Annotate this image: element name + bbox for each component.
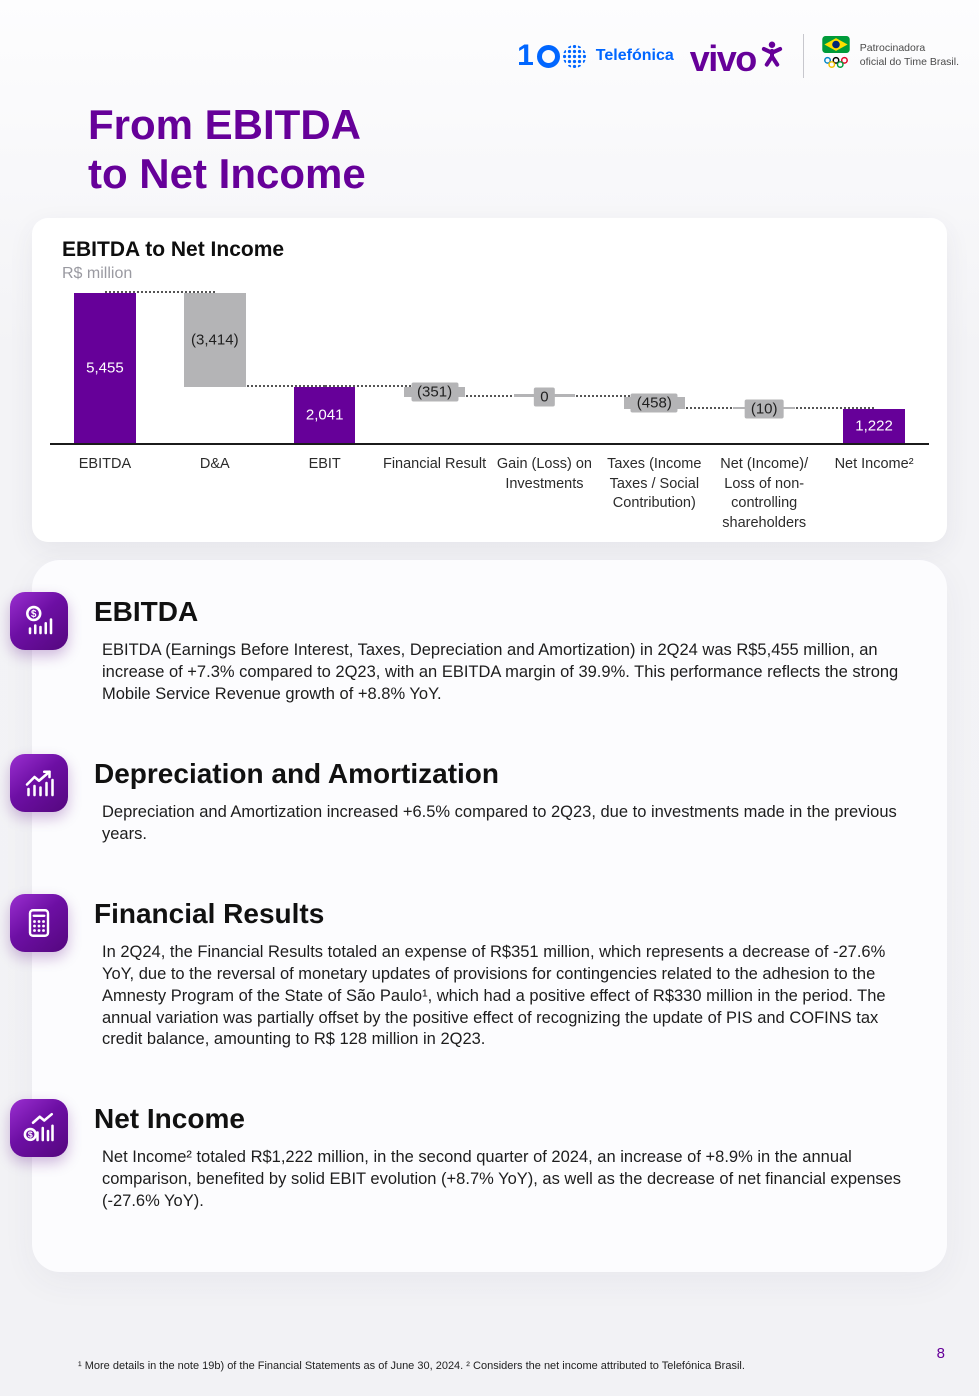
section-title: EBITDA: [94, 596, 199, 627]
waterfall-category-label: EBITDA: [78, 456, 132, 472]
telefonica-wordmark: Telefónica: [595, 47, 674, 64]
growth-chart-icon: [10, 754, 68, 812]
waterfall-bar-value: 2,041: [305, 406, 344, 424]
waterfall-bar-value: 5,455: [86, 359, 124, 377]
sections-panel: [27, 560, 947, 1272]
waterfall-category-label: Financial Result: [382, 456, 487, 472]
telefonica-zero-dots-icon: [563, 45, 586, 68]
waterfall-chart: [50, 293, 929, 533]
section-body: Depreciation and Amortization increased +6.5% compared to 2Q23, due to investments made in the previous years.: [102, 802, 897, 843]
vivo-wordmark: vivo: [689, 37, 756, 79]
sponsor-line2: oficial do Time Brasil.: [859, 56, 959, 68]
header-logos: [517, 34, 959, 78]
telefonica-100-logo: [517, 41, 674, 71]
section-depreciation-amortization: [94, 757, 903, 846]
telefonica-100-digit: 1: [517, 39, 534, 72]
section-body: Net Income² totaled R$1,222 million, in the second quarter of 2024, an increase of +8.9% in the annual comparison, benefited by solid EBIT evolution (+8.7% YoY), as well as the decrease of net financial expenses (-27.6% YoY).: [102, 1148, 902, 1211]
waterfall-plot-area: [50, 293, 929, 445]
svg-text:$: $: [27, 1129, 33, 1140]
waterfall-category-label: Gain (Loss) on Investments: [496, 456, 592, 492]
waterfall-bar-value: (3,414): [185, 330, 245, 349]
waterfall-bar-value: (458): [631, 393, 678, 412]
vivo-person-icon: [757, 38, 787, 75]
section-title: Net Income: [94, 1103, 245, 1135]
footnotes: [78, 1360, 745, 1372]
page-title-line1: From EBITDA: [88, 101, 361, 148]
waterfall-bar-value: (10): [745, 400, 784, 419]
waterfall-bar-value: (351): [411, 382, 458, 401]
section-title: Depreciation and Amortization: [94, 757, 500, 789]
section-financial-results: [94, 897, 903, 1052]
vivo-logo: [689, 37, 787, 79]
logo-divider: [803, 34, 804, 78]
time-brasil-logo: [820, 35, 959, 78]
sponsor-text: [860, 42, 959, 69]
footnote-2: ² Considers the net income attributed to Telefónica Brasil.: [466, 1360, 745, 1372]
waterfall-bar-value: 1,222: [855, 417, 893, 435]
section-body: In 2Q24, the Financial Results totaled an expense of R$351 million, which represents a decrease of -27.6% YoY, due to the reversal of monetary updates of provisions for contingencies related to the adhesion to the Amnesty Program of the State of São Paulo¹, which had a positive effect of R$330 million in the period. The annual variation was partially offset by the positive effect of recognizing the update of PIS and COFINS tax credit balance, amounting to R$ 128 million in 2Q23.: [102, 942, 886, 1049]
waterfall-category-label: EBIT: [308, 456, 341, 472]
svg-text:$: $: [31, 609, 37, 621]
waterfall-category-label: D&A: [199, 456, 230, 472]
chart-card: [32, 218, 947, 542]
waterfall-bar-value: 0: [534, 387, 554, 406]
telefonica-zero-outline-icon: [537, 45, 560, 68]
page-title-line2: to Net Income: [88, 150, 366, 198]
income-coin-chart-icon: [10, 1099, 68, 1157]
section-ebitda: [31, 596, 903, 706]
chart-unit-label: R$ million: [62, 265, 133, 282]
page-title: [88, 100, 366, 198]
waterfall-category-axis: [50, 445, 929, 533]
ebitda-dollar-chart-icon: [10, 592, 68, 650]
waterfall-category-label: Taxes (Income Taxes / Social Contribution): [607, 456, 702, 512]
waterfall-category-label: Net Income²: [834, 456, 914, 472]
footnote-1: ¹ More details in the note 19b) of the Financial Statements as of June 30, 2024.: [78, 1360, 464, 1372]
section-title: Financial Results: [94, 897, 325, 929]
calculator-icon: [10, 894, 68, 952]
brazil-flag-olympic-rings-icon: [820, 35, 852, 78]
chart-title: EBITDA to Net Income: [62, 238, 285, 261]
page-number: 8: [936, 1345, 945, 1362]
section-body: EBITDA (Earnings Before Interest, Taxes, Depreciation and Amortization) in 2Q24 was R$5,455 million, an increase of +7.3% compared to 2Q23, with an EBITDA margin of 39.9%. This performance reflects the strong Mobile Service Revenue growth of +8.8% YoY.: [102, 641, 899, 703]
waterfall-category-label: Net (Income)/ Loss of non-controlling shareholders: [720, 456, 809, 531]
sponsor-line1: Patrocinadora: [859, 42, 926, 55]
section-net-income: [27, 1103, 903, 1213]
